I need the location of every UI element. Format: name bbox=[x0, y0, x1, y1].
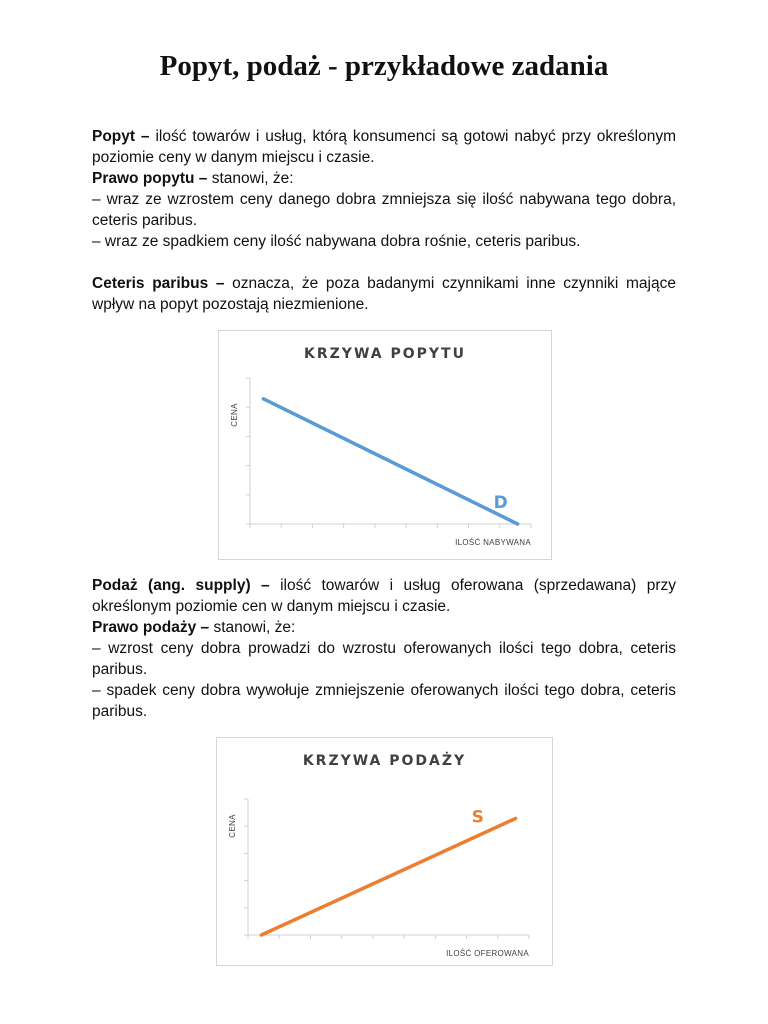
y-axis-label: CENA bbox=[228, 814, 237, 838]
supply-law-term: Prawo podaży – bbox=[92, 619, 210, 636]
supply-chart bbox=[216, 737, 553, 966]
demand-law-intro: stanowi, że: bbox=[207, 170, 294, 187]
demand-definition bbox=[92, 126, 676, 168]
ceteris-paribus-definition bbox=[92, 273, 676, 315]
supply-definition bbox=[92, 575, 676, 617]
demand-section bbox=[92, 126, 676, 315]
supply-law-intro: stanowi, że: bbox=[209, 619, 296, 636]
demand-definition-text: ilość towarów i usług, którą konsumenci są gotowi nabyć przy określonym poziomie ceny w danym miejscu i czasie. bbox=[92, 128, 676, 166]
supply-definition-text: ilość towarów i usług oferowana (sprzedawana) przy określonym poziomie cen w danym miejscu i czasie. bbox=[92, 577, 676, 615]
page-title: Popyt, podaż - przykładowe zadania bbox=[159, 50, 609, 82]
series-line bbox=[263, 399, 517, 524]
demand-law-term: Prawo popytu – bbox=[92, 170, 208, 187]
chart-title: KRZYWA POPYTU bbox=[304, 346, 466, 362]
x-axis-label: ILOŚĆ NABYWANA bbox=[455, 538, 531, 547]
demand-chart bbox=[218, 330, 552, 560]
demand-law-item-1: – wraz ze wzrostem ceny danego dobra zmniejsza się ilość nabywana tego dobra, ceteris paribus. bbox=[92, 191, 676, 229]
demand-law-item-2: – wraz ze spadkiem ceny ilość nabywana dobra rośnie, ceteris paribus. bbox=[92, 233, 581, 250]
supply-chart-svg bbox=[217, 738, 552, 965]
supply-law-item-1: – wzrost ceny dobra prowadzi do wzrostu oferowanych ilości tego dobra, ceteris paribus. bbox=[92, 640, 676, 678]
demand-chart-svg bbox=[219, 331, 551, 559]
supply-law bbox=[92, 617, 676, 638]
supply-section bbox=[92, 575, 676, 722]
ceteris-paribus-term: Ceteris paribus – bbox=[92, 275, 225, 292]
supply-law-item-2: – spadek ceny dobra wywołuje zmniejszenie oferowanych ilości tego dobra, ceteris paribus. bbox=[92, 682, 676, 720]
series-line bbox=[261, 818, 515, 935]
supply-term: Podaż (ang. supply) – bbox=[92, 577, 270, 594]
series-label: D bbox=[493, 493, 508, 513]
y-axis-label: CENA bbox=[230, 403, 239, 427]
demand-law bbox=[92, 168, 676, 189]
x-axis-label: ILOŚĆ OFEROWANA bbox=[446, 949, 529, 958]
chart-title: KRZYWA PODAŻY bbox=[302, 753, 467, 769]
ceteris-paribus-text: oznacza, że poza badanymi czynnikami inne czynniki mające wpływ na popyt pozostają niezmienione. bbox=[92, 275, 676, 313]
demand-term: Popyt – bbox=[92, 128, 150, 145]
series-label: S bbox=[471, 807, 484, 828]
